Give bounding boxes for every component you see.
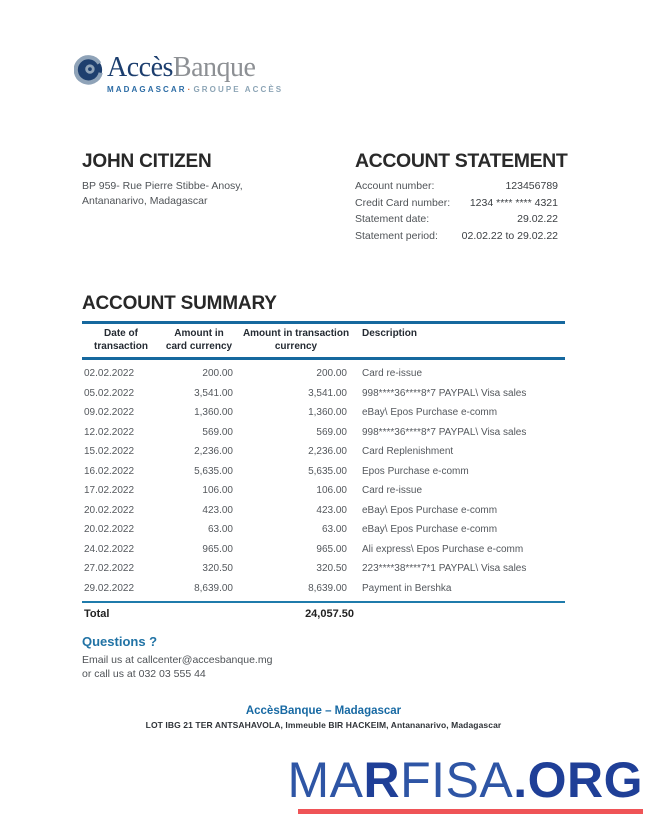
tagline-country: MADAGASCAR — [107, 85, 187, 94]
customer-name: JOHN CITIZEN — [82, 151, 212, 172]
customer-address — [82, 179, 243, 209]
cell-card-amount: 3,541.00 — [194, 387, 233, 399]
bank-logo — [74, 52, 283, 94]
cell-date: 20.02.2022 — [84, 524, 135, 536]
cell-description: eBay\ Epos Purchase e-comm — [362, 504, 498, 516]
total-value: 24,057.50 — [305, 608, 354, 620]
total-row — [82, 601, 565, 625]
table-row — [82, 579, 565, 599]
cell-card-amount: 1,360.00 — [194, 407, 233, 419]
total-label: Total — [84, 608, 110, 620]
statement-field-row — [355, 228, 558, 245]
globe-icon — [74, 55, 104, 85]
cell-date: 05.02.2022 — [84, 387, 135, 399]
cell-tx-amount: 569.00 — [316, 426, 347, 438]
footer-bank-name: AccèsBanque – Madagascar — [245, 705, 402, 717]
brand-secondary-text: Banque — [172, 52, 256, 83]
cell-tx-amount: 63.00 — [321, 524, 347, 536]
statement-field-value: 29.02.22 — [517, 213, 558, 225]
cell-description: Card Replenishment — [362, 446, 454, 458]
statement-fields — [355, 178, 558, 244]
brand-primary-text: Accès — [107, 52, 173, 83]
watermark-underline — [298, 809, 643, 814]
cell-tx-amount: 423.00 — [316, 504, 347, 516]
statement-field-value: 123456789 — [505, 180, 558, 192]
cell-card-amount: 423.00 — [202, 504, 233, 516]
statement-field-row — [355, 178, 558, 195]
table-row — [82, 384, 565, 404]
cell-description: eBay\ Epos Purchase e-comm — [362, 407, 498, 419]
column-header-description: Description — [362, 328, 418, 339]
cell-date: 20.02.2022 — [84, 504, 135, 516]
table-row — [82, 481, 565, 501]
cell-tx-amount: 1,360.00 — [308, 407, 347, 419]
cell-card-amount: 965.00 — [202, 543, 233, 555]
summary-title: ACCOUNT SUMMARY — [82, 293, 277, 314]
cell-description: 998****36****8*7 PAYPAL\ Visa sales — [362, 387, 527, 399]
table-row — [82, 501, 565, 521]
cell-description: 223****38****7*1 PAYPAL\ Visa sales — [362, 563, 527, 575]
statement-field-value: 1234 **** **** 4321 — [469, 196, 558, 209]
cell-tx-amount: 5,635.00 — [308, 465, 347, 477]
table-row — [82, 462, 565, 482]
table-row — [82, 403, 565, 423]
cell-tx-amount: 320.50 — [316, 563, 347, 575]
questions-email-line: Email us at callcenter@accesbanque.mg — [82, 654, 273, 666]
watermark-text: MARFISA.ORG — [287, 752, 643, 808]
customer-block — [82, 151, 243, 209]
page-footer — [0, 705, 647, 730]
cell-tx-amount: 965.00 — [316, 543, 347, 555]
cell-description: 998****36****8*7 PAYPAL\ Visa sales — [362, 426, 527, 438]
cell-card-amount: 2,236.00 — [194, 446, 233, 458]
cell-date: 17.02.2022 — [84, 485, 135, 497]
cell-date: 12.02.2022 — [84, 426, 135, 438]
questions-phone-line: or call us at 032 03 555 44 — [82, 668, 206, 680]
table-row — [82, 364, 565, 384]
statement-field-row — [355, 195, 558, 212]
table-header-row — [82, 321, 565, 360]
cell-card-amount: 8,639.00 — [194, 582, 233, 594]
footer-bank-address: LOT IBG 21 TER ANTSAHAVOLA, Immeuble BIR HACKEIM, Antananarivo, Madagascar — [145, 720, 502, 730]
cell-date: 16.02.2022 — [84, 465, 135, 477]
cell-tx-amount: 200.00 — [316, 368, 347, 380]
statement-title: ACCOUNT STATEMENT — [355, 150, 568, 172]
table-row — [82, 423, 565, 443]
cell-description: Epos Purchase e-comm — [362, 465, 469, 477]
transactions-table — [82, 321, 565, 625]
table-row — [82, 442, 565, 462]
statement-field-label: Account number: — [355, 180, 435, 192]
cell-tx-amount: 106.00 — [316, 485, 347, 497]
transactions-body — [82, 360, 565, 598]
cell-card-amount: 106.00 — [202, 485, 233, 497]
customer-address-line1: BP 959- Rue Pierre Stibbe- Anosy, — [82, 180, 243, 192]
marfisa-watermark — [287, 751, 643, 814]
table-row — [82, 540, 565, 560]
column-header-date: Date of transaction — [94, 328, 148, 352]
cell-date: 29.02.2022 — [84, 582, 135, 594]
cell-date: 02.02.2022 — [84, 368, 135, 380]
cell-description: eBay\ Epos Purchase e-comm — [362, 524, 498, 536]
questions-title: Questions ? — [82, 634, 158, 649]
questions-block — [82, 634, 272, 681]
customer-address-line2: Antananarivo, Madagascar — [82, 195, 208, 207]
questions-contact — [82, 653, 272, 681]
tagline-group: GROUPE ACCÈS — [193, 85, 284, 94]
table-row — [82, 520, 565, 540]
table-row — [82, 559, 565, 579]
cell-tx-amount: 2,236.00 — [308, 446, 347, 458]
cell-date: 15.02.2022 — [84, 446, 135, 458]
statement-field-value: 02.02.22 to 29.02.22 — [461, 229, 558, 242]
cell-tx-amount: 8,639.00 — [308, 582, 347, 594]
cell-tx-amount: 3,541.00 — [308, 387, 347, 399]
cell-card-amount: 63.00 — [207, 524, 233, 536]
cell-description: Payment in Bershka — [362, 582, 452, 594]
tagline-dot-separator: · — [187, 85, 193, 94]
cell-description: Card re-issue — [362, 485, 423, 497]
cell-date: 27.02.2022 — [84, 563, 135, 575]
statement-field-row — [355, 211, 558, 228]
cell-card-amount: 5,635.00 — [194, 465, 233, 477]
brand-wordmark — [107, 52, 255, 84]
column-header-tx-amount: Amount in transaction currency — [242, 328, 350, 352]
statement-field-label: Statement date: — [355, 213, 430, 225]
statement-field-label: Credit Card number: — [355, 196, 451, 209]
statement-field-label: Statement period: — [355, 229, 438, 242]
cell-card-amount: 569.00 — [202, 426, 233, 438]
cell-card-amount: 320.50 — [202, 563, 233, 575]
brand-tagline — [107, 85, 283, 94]
column-header-card-amount: Amount in card currency — [165, 328, 233, 352]
cell-date: 24.02.2022 — [84, 543, 135, 555]
cell-card-amount: 200.00 — [202, 368, 233, 380]
cell-description: Card re-issue — [362, 368, 423, 380]
account-statement-block — [355, 150, 568, 244]
cell-description: Ali express\ Epos Purchase e-comm — [362, 543, 524, 555]
cell-date: 09.02.2022 — [84, 407, 135, 419]
